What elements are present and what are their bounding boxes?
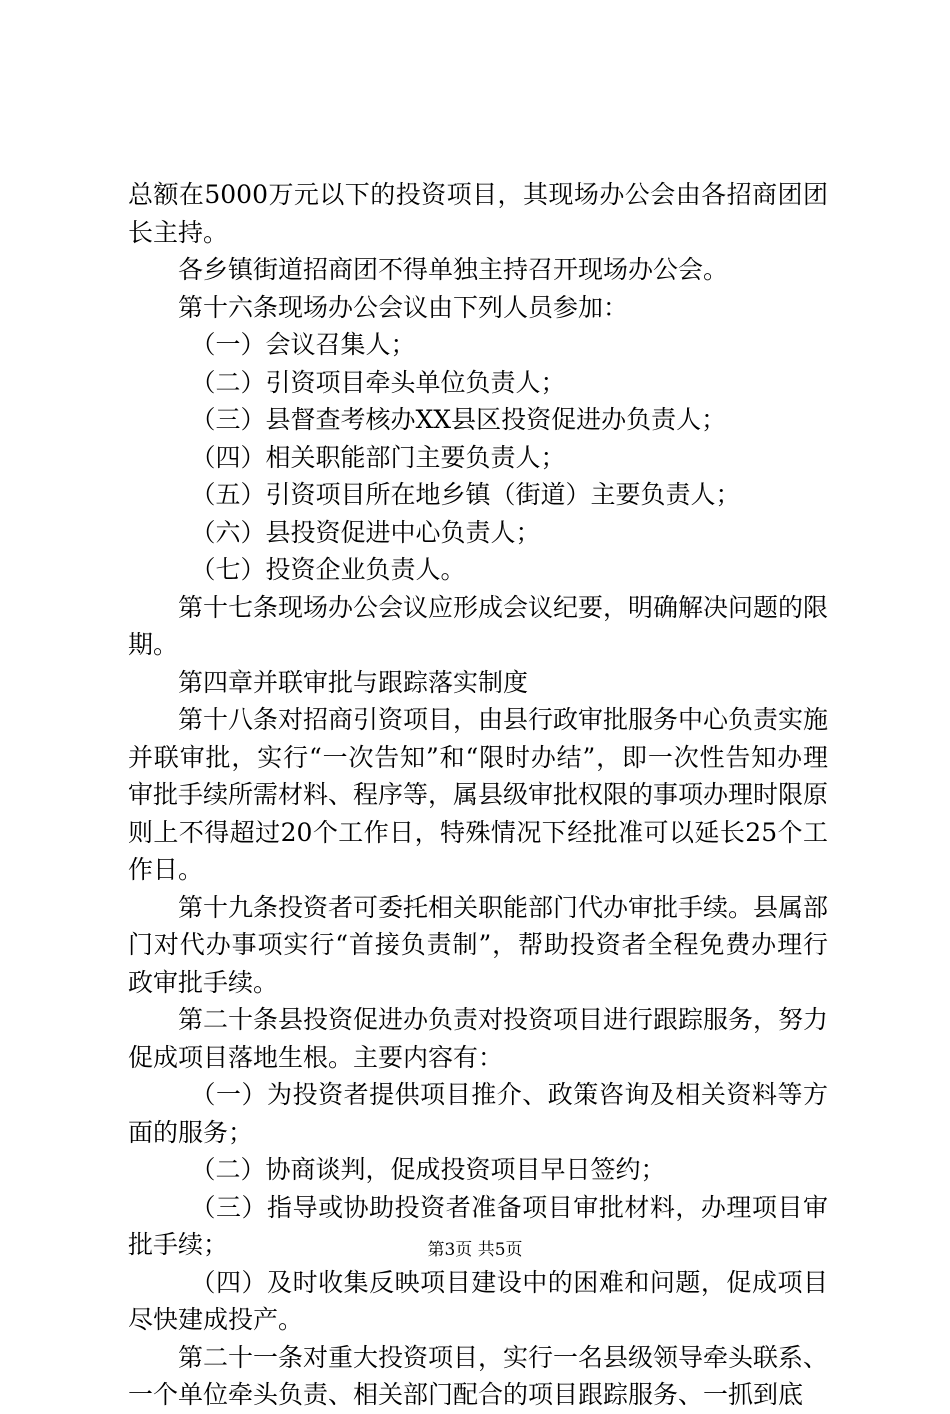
paragraph-article-18: 第十八条对招商引资项目，由县行政审批服务中心负责实施并联审批，实行“一次告知”和“限时办结”，即一次性告知办理审批手续所需材料、程序等，属县级审批权限的事项办理时限原则上不得超过20个工作日，特殊情况下经批准可以延长25个工作日。 bbox=[128, 705, 829, 884]
list-item: （一）为投资者提供项目推介、政策咨询及相关资料等方面的服务； bbox=[128, 1080, 828, 1147]
list-item: （三）指导或协助投资者准备项目审批材料，办理项目审批手续； bbox=[128, 1192, 828, 1259]
list-item: （二）引资项目牵头单位负责人； bbox=[190, 367, 566, 397]
paragraph-township-rule: 各乡镇街道招商团不得单独主持召开现场办公会。 bbox=[178, 255, 729, 284]
list-item: （二）协商谈判，促成投资项目早日签约； bbox=[190, 1155, 666, 1184]
list-item: （六）县投资促进中心负责人； bbox=[190, 517, 541, 547]
list-item: （五）引资项目所在地乡镇（街道）主要负责人； bbox=[190, 480, 741, 509]
paragraph-article-17: 第十七条现场办公会议应形成会议纪要，明确解决问题的限期。 bbox=[128, 592, 829, 659]
list-item: （三）县督查考核办XX县区投资促进办负责人； bbox=[190, 405, 727, 434]
paragraph-investment-total: 总额在5000万元以下的投资项目，其现场办公会由各招商团团长主持。 bbox=[128, 180, 828, 247]
list-item: （七）投资企业负责人。 bbox=[190, 555, 466, 584]
paragraph-article-19: 第十九条投资者可委托相关职能部门代办审批手续。县属部门对代办事项实行“首接负责制”，帮助投资者全程免费办理行政审批手续。 bbox=[128, 892, 829, 997]
list-item: （四）及时收集反映项目建设中的困难和问题，促成项目尽快建成投产。 bbox=[128, 1267, 828, 1334]
paragraph-article-21: 第二十一条对重大投资项目，实行一名县级领导牵头联系、一个单位牵头负责、相关部门配合的项目跟踪服务、一抓到底 bbox=[128, 1342, 829, 1409]
paragraph-article-20: 第二十条县投资促进办负责对投资项目进行跟踪服务，努力促成项目落地生根。主要内容有： bbox=[128, 1005, 829, 1072]
chapter-heading: 第四章并联审批与跟踪落实制度 bbox=[178, 667, 529, 697]
list-item: （四）相关职能部门主要负责人； bbox=[190, 442, 566, 472]
paragraph-article-16: 第十六条现场办公会议由下列人员参加： bbox=[178, 292, 629, 322]
page-number: 第3页 共5页 bbox=[427, 1240, 523, 1260]
document-body bbox=[128, 176, 828, 1414]
list-item: （一）会议召集人； bbox=[190, 330, 416, 359]
